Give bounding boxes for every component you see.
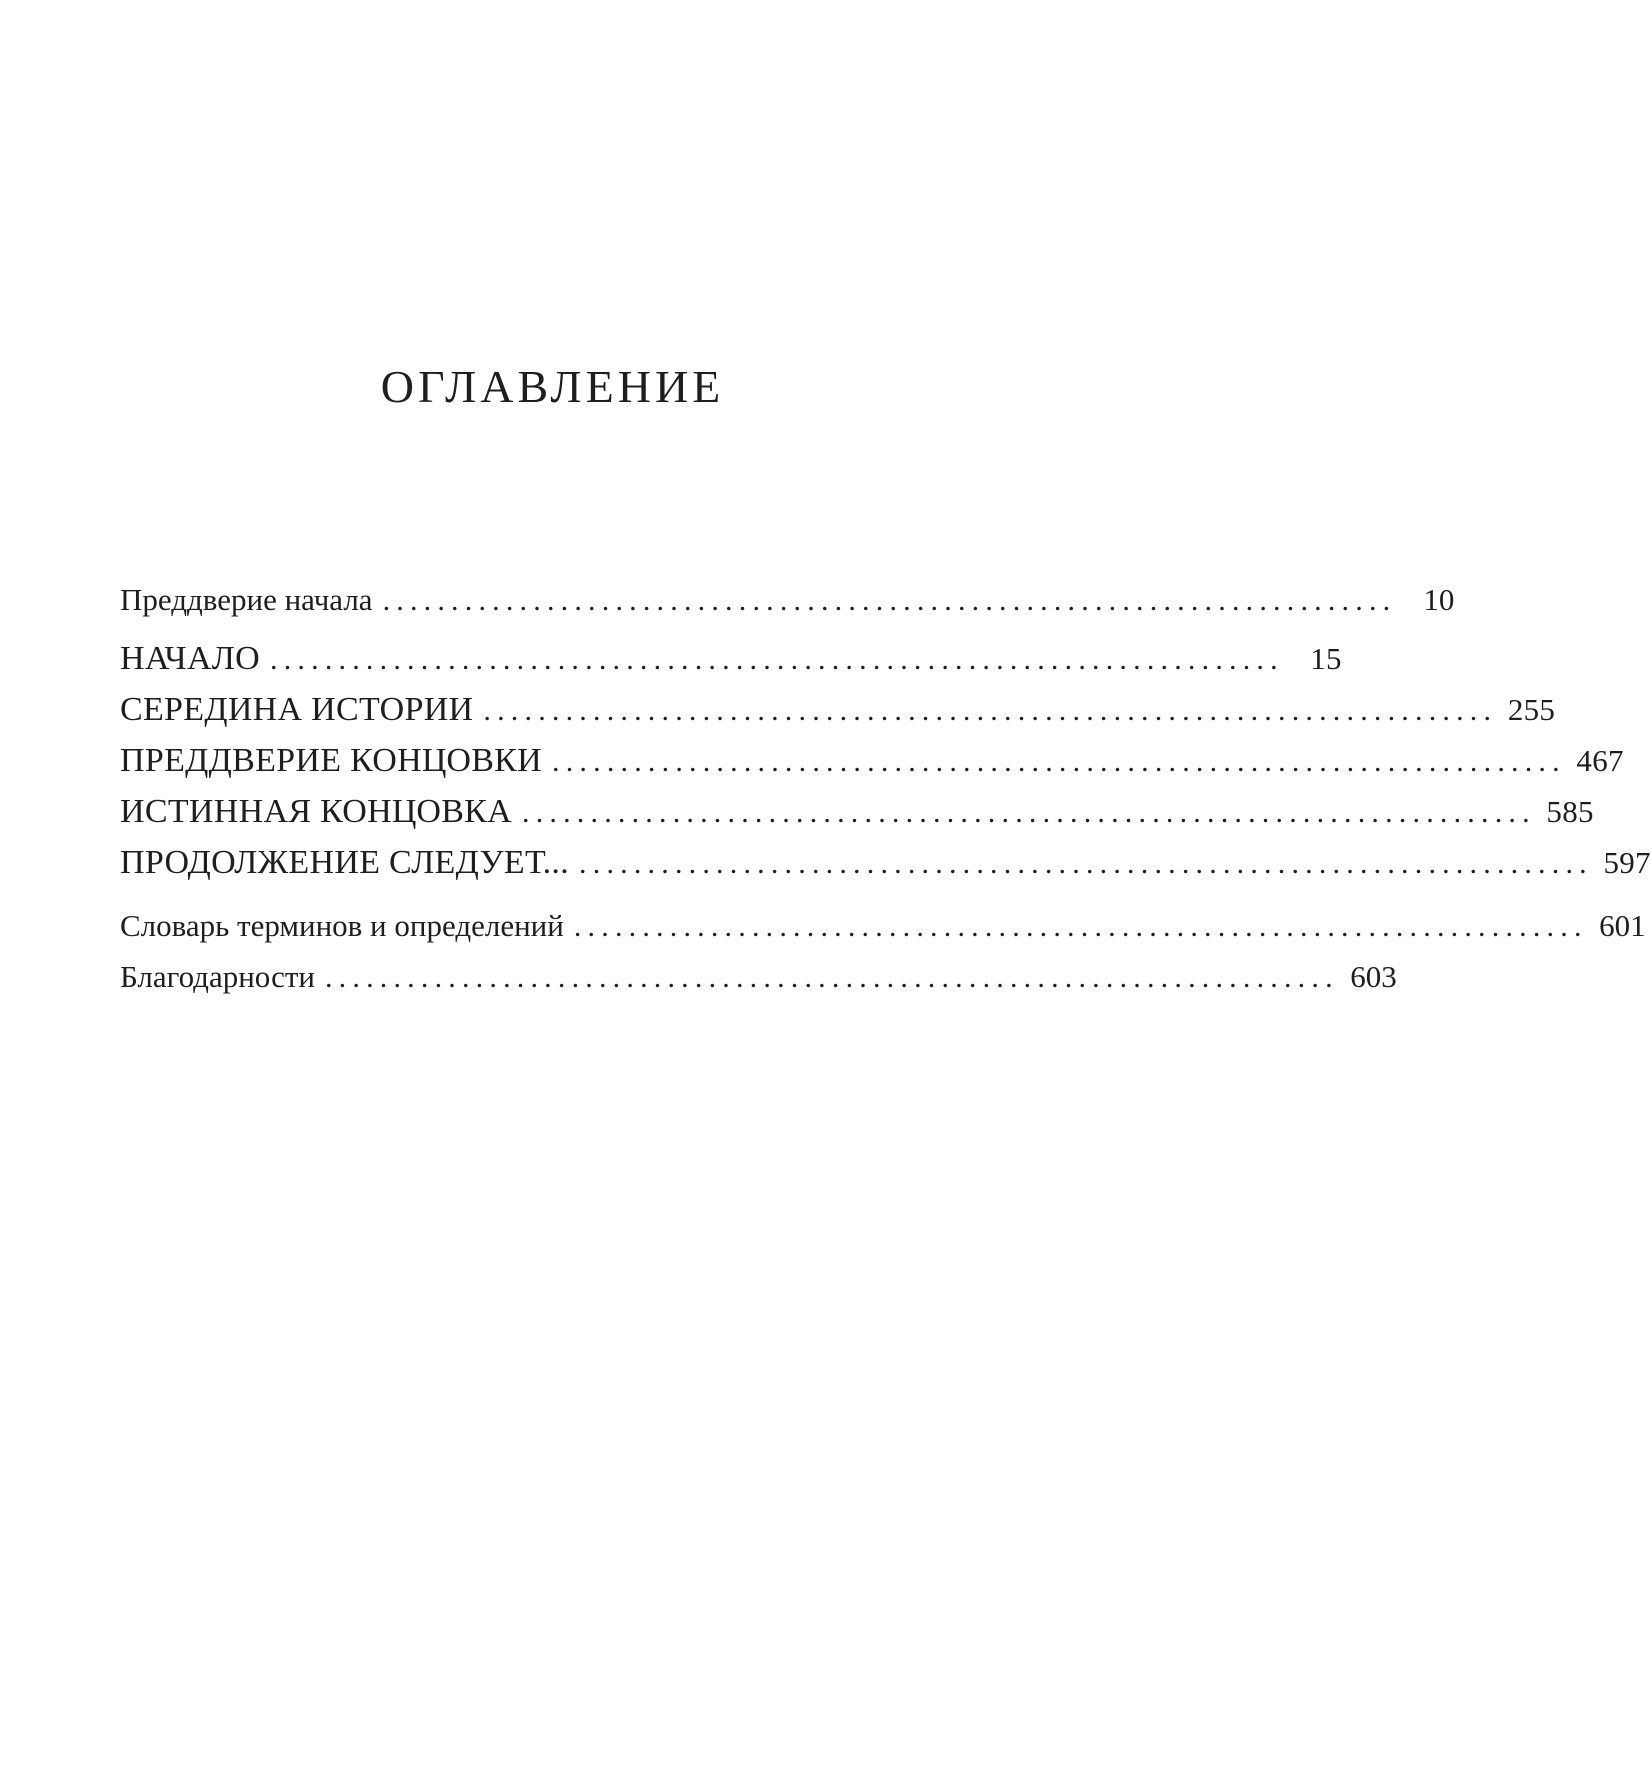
toc-entry-label: Словарь терминов и определений: [120, 908, 564, 943]
toc-entry: [120, 691, 1556, 728]
toc-leader-dots: ..........................................................................: [483, 694, 1498, 727]
toc-entry: [120, 742, 1624, 779]
page-title: ОГЛАВЛЕНИЕ: [380, 361, 725, 412]
toc-entry-page: 603: [1350, 959, 1397, 994]
toc-entry-label: Благодарности: [120, 959, 315, 994]
toc-entry-page: 601: [1599, 908, 1646, 943]
toc-entry-label: НАЧАЛО: [120, 640, 261, 677]
toc-entry: [120, 582, 1455, 617]
toc-entry-page: 585: [1546, 794, 1594, 829]
toc-entry-label: Преддверие начала: [120, 582, 373, 617]
toc-entry-page: 255: [1507, 692, 1556, 727]
toc-entry-page: 597: [1603, 845, 1651, 880]
toc-leader-dots: ..........................................................................: [270, 643, 1284, 676]
toc-entry: [120, 640, 1342, 677]
toc-entry: [120, 908, 1646, 943]
toc-entry: [120, 959, 1397, 994]
toc-leader-dots: ..........................................................................: [382, 584, 1397, 617]
toc-entry-page: 15: [1310, 641, 1342, 676]
toc-leader-dots: ..........................................................................: [324, 961, 1339, 994]
toc-entry: [120, 844, 1651, 881]
toc-entry-page: 10: [1423, 582, 1455, 617]
toc-entry: [120, 793, 1594, 830]
toc-leader-dots: ..........................................................................: [579, 847, 1593, 880]
toc-leader-dots: ..........................................................................: [573, 910, 1588, 943]
toc-entry-label: ИСТИННАЯ КОНЦОВКА: [120, 793, 512, 830]
toc-entry-label: СЕРЕДИНА ИСТОРИИ: [120, 691, 474, 728]
toc-entry-page: 467: [1576, 743, 1624, 778]
toc-entry-label: ПРОДОЛЖЕНИЕ СЛЕДУЕТ...: [120, 844, 570, 881]
toc-leader-dots: ..........................................................................: [552, 745, 1566, 778]
toc-entry-label: ПРЕДДВЕРИЕ КОНЦОВКИ: [120, 742, 543, 779]
toc-leader-dots: ..........................................................................: [522, 796, 1536, 829]
